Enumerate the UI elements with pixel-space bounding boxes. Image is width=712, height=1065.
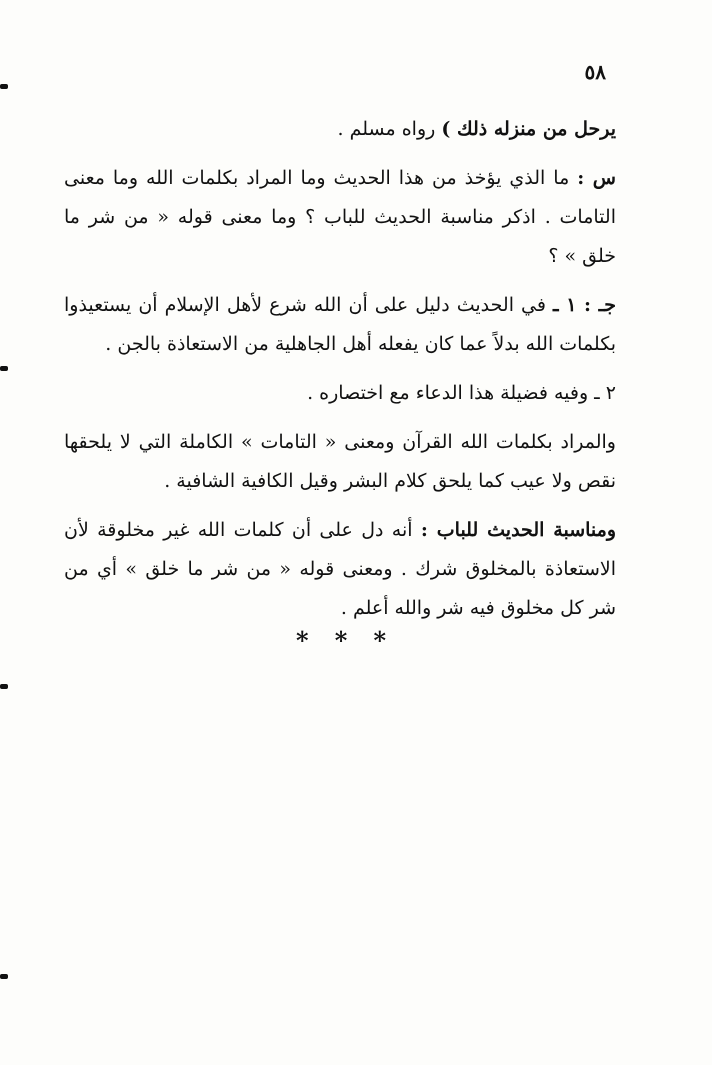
paragraph-answer-2: ٢ ـ وفيه فضيلة هذا الدعاء مع اختصاره . [307,382,616,404]
question-label: س : [577,167,616,189]
binding-mark [0,684,8,689]
hadith-end-text: رواه مسلم . [337,118,442,140]
binding-mark [0,84,8,89]
binding-mark [0,366,8,371]
separator-star: * [296,626,309,655]
answer-label: جـ : ١ ـ [553,294,616,316]
paragraph-answer-1 [64,286,616,364]
paragraph-relevance [64,511,616,628]
binding-mark [0,974,8,979]
page-number: ٥٨ [584,60,606,84]
separator-star: * [334,626,348,655]
answer-1-text: في الحديث دليل على أن الله شرع لأهل الإسلام أن يستعيذوا بكلمات الله بدلاً عما كان يفعله أهل الجاهلية من الاستعاذة بالجن . [64,294,616,355]
section-separator [296,626,386,655]
page-body [64,110,616,638]
paragraph-hadith-end [64,110,616,149]
relevance-text: أنه دل على أن كلمات الله غير مخلوقة لأن الاستعاذة بالمخلوق شرك . ومعنى قوله « من شر ما خلق » أي من شر كل مخلوق فيه شر والله أعلم . [64,519,616,619]
question-text: ما الذي يؤخذ من هذا الحديث وما المراد بكلمات الله وما معنى التامات . اذكر مناسبة الحديث للباب ؟ وما معنى قوله « من شر ما خلق » ؟ [64,167,616,267]
hadith-end-bold: يرحل من منزله ذلك ) [441,118,616,140]
relevance-label: ومناسبة الحديث للباب : [420,519,616,541]
separator-star: * [373,626,386,655]
paragraph-meaning: والمراد بكلمات الله القرآن ومعنى « التامات » الكاملة التي لا يلحقها نقص ولا عيب كما يلحق كلام البشر وقيل الكافية الشافية . [64,431,616,492]
paragraph-question [64,159,616,276]
